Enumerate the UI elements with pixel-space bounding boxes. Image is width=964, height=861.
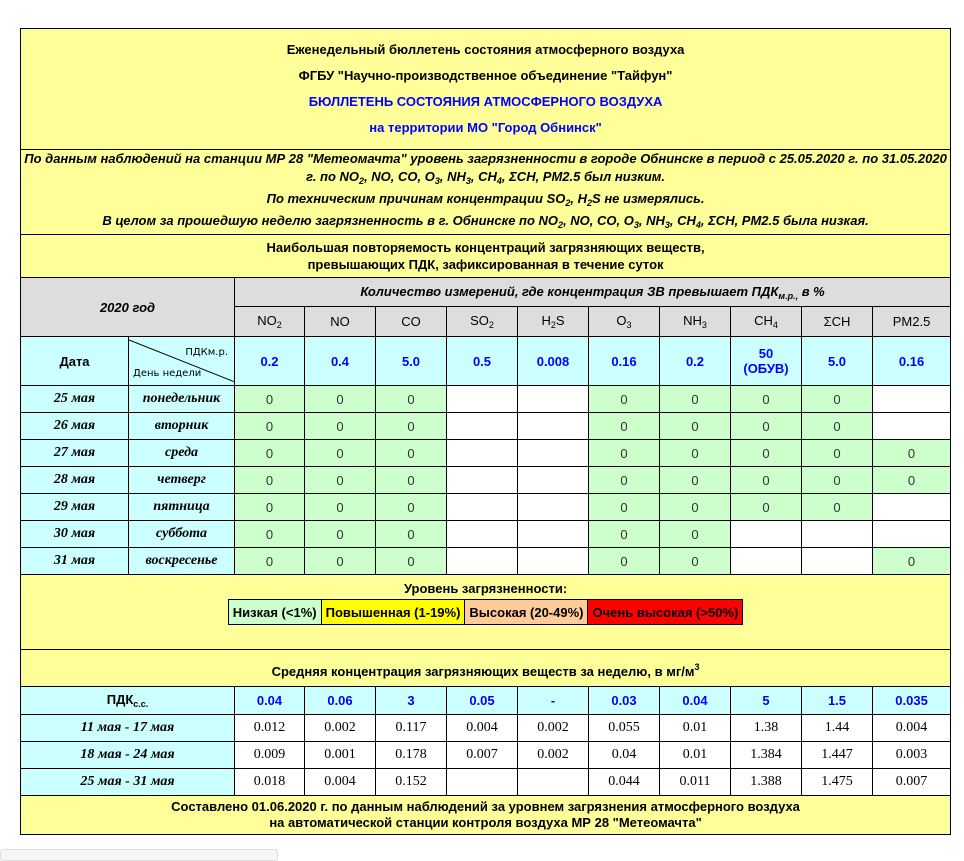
weekly-value-cell: 0.012 [235, 715, 305, 742]
legend-item: Низкая (<1%) [228, 600, 321, 625]
pdk-mr-label: ПДКм.р. [185, 347, 228, 358]
pdk-mr-value [660, 337, 731, 386]
weekday-label: День недели [133, 368, 202, 379]
pollutant-base: CO [401, 314, 421, 329]
weekly-period: 25 мая - 31 мая [21, 769, 235, 796]
daily-value-cell: 0 [731, 386, 802, 413]
legend-item: Высокая (20-49%) [465, 600, 588, 625]
pdk-mr-number: 0.2 [685, 353, 705, 369]
daily-value-cell: 0 [376, 548, 447, 575]
daily-value-cell [518, 521, 589, 548]
daily-row [21, 467, 951, 494]
daily-value-cell [518, 440, 589, 467]
pdk-mr-value [447, 337, 518, 386]
weekly-period: 11 мая - 17 мая [21, 715, 235, 742]
row-weekday: суббота [129, 521, 235, 548]
daily-value-cell [518, 548, 589, 575]
weekly-value-cell: 0.009 [235, 742, 305, 769]
weekly-value-cell: 1.388 [731, 769, 802, 796]
pdk-mr-number: 0.16 [898, 353, 925, 369]
daily-value-cell: 0 [731, 413, 802, 440]
summary-paragraph-1: По данным наблюдений на станции МР 28 "Метеомачта" уровень загрязненности в городе Обнинске в период с 25.05.2020 г. по 31.05.2020 г. по $NO_2$, NO, CO, $O_3$, $NH_3$, $CH_4$, ΣCH, PM2.5 был низким. [24, 151, 947, 186]
pdk-mr-number: 5.0 [827, 353, 847, 369]
pdk-ss-value: 5 [731, 687, 802, 715]
pdk-ss-value: 0.04 [235, 687, 305, 715]
daily-value-cell: 0 [802, 386, 873, 413]
weekly-value-cell: 1.38 [731, 715, 802, 742]
weekly-value-cell: 0.002 [305, 715, 376, 742]
daily-value-cell: 0 [376, 467, 447, 494]
summary-paragraph-3: В целом за прошедшую неделю загрязненность в г. Обнинске по $NO_2$, NO, CO, $O_3$, $NH_3$, $CH_4$, ΣCH, PM2.5 была низкая. [102, 213, 869, 230]
weekly-value-cell: 1.447 [802, 742, 873, 769]
daily-row [21, 440, 951, 467]
daily-value-cell [447, 440, 518, 467]
pollutant-tail: S [555, 313, 565, 328]
pollutant-base: PM2.5 [892, 314, 931, 329]
daily-row [21, 494, 951, 521]
pdk-ss-label: $ПДК_{с.с.}$ [21, 687, 235, 715]
legend-title: Уровень загрязненности: [403, 581, 568, 596]
daily-value-cell [518, 467, 589, 494]
pdk-mr-value [589, 337, 660, 386]
row-date: 26 мая [21, 413, 129, 440]
pdk-mr-value [802, 337, 873, 386]
pollutant-base: NH [683, 313, 702, 328]
summary-paragraph-2: По техническим причинам концентрации $SO_2$, $H_2S$ не измерялись. [266, 191, 705, 208]
pdk-mr-number: 5.0 [401, 353, 421, 369]
legend-item: Повышенная (1-19%) [321, 600, 465, 625]
pdk-mr-number: 0.16 [611, 353, 637, 369]
legend-block [21, 575, 951, 650]
row-date: 28 мая [21, 467, 129, 494]
daily-rows [21, 386, 951, 575]
pollutant-header [802, 307, 873, 337]
legend-table [228, 599, 744, 625]
row-weekday: воскресенье [129, 548, 235, 575]
weekly-value-cell: 0.04 [589, 742, 660, 769]
weekly-value-cell [518, 769, 589, 796]
pollutant-base: SO [470, 313, 489, 328]
pdk-mr-number: 0.4 [330, 353, 350, 369]
pollutant-header [589, 307, 660, 337]
pdk-ss-value: - [518, 687, 589, 715]
daily-row [21, 521, 951, 548]
horizontal-scrollbar[interactable] [0, 849, 278, 861]
daily-value-cell: 0 [660, 548, 731, 575]
weekly-value-cell: 0.004 [873, 715, 951, 742]
daily-value-cell: 0 [589, 413, 660, 440]
pdk-mr-value [731, 337, 802, 386]
pollutant-header [660, 307, 731, 337]
daily-value-cell: 0 [802, 413, 873, 440]
daily-value-cell: 0 [660, 386, 731, 413]
pdk-mr-value [518, 337, 589, 386]
pdk-mr-value [376, 337, 447, 386]
daily-value-cell [447, 413, 518, 440]
frequency-title-line-1: Наибольшая повторяемость концентраций загрязняющих веществ, [266, 240, 705, 255]
daily-value-cell: 0 [731, 440, 802, 467]
daily-value-cell: 0 [235, 494, 305, 521]
daily-value-cell: 0 [660, 413, 731, 440]
daily-value-cell: 0 [235, 386, 305, 413]
frequency-title-line-2: превышающих ПДК, зафиксированная в течение суток [307, 257, 664, 272]
pdk-mr-value [305, 337, 376, 386]
weekly-row [21, 769, 951, 796]
daily-row [21, 413, 951, 440]
daily-value-cell: 0 [660, 521, 731, 548]
daily-value-cell [873, 386, 951, 413]
daily-value-cell: 0 [873, 440, 951, 467]
header-title: Еженедельный бюллетень состояния атмосферного воздуха [286, 42, 685, 57]
daily-value-cell: 0 [802, 494, 873, 521]
daily-value-cell: 0 [376, 521, 447, 548]
daily-value-cell: 0 [589, 494, 660, 521]
daily-value-cell: 0 [589, 548, 660, 575]
weekly-value-cell: 0.011 [660, 769, 731, 796]
weekly-value-cell: 0.01 [660, 742, 731, 769]
daily-value-cell: 0 [589, 440, 660, 467]
footer [21, 796, 951, 835]
pdk-mr-number: 0.5 [472, 353, 492, 369]
daily-value-cell: 0 [235, 521, 305, 548]
daily-value-cell: 0 [873, 548, 951, 575]
measure-label: Количество измерений, где концентрация ЗВ превышает $ПДК_{м.р.,}$ в % [235, 278, 951, 307]
pollutant-subscript: 2 [550, 320, 556, 330]
daily-value-cell: 0 [376, 440, 447, 467]
daily-value-cell [447, 521, 518, 548]
pollutant-header [731, 307, 802, 337]
pdk-mr-value [235, 337, 305, 386]
pollutant-header [305, 307, 376, 337]
daily-value-cell: 0 [305, 467, 376, 494]
daily-value-cell: 0 [376, 494, 447, 521]
daily-row [21, 386, 951, 413]
daily-value-cell: 0 [235, 413, 305, 440]
row-date: 29 мая [21, 494, 129, 521]
daily-value-cell [518, 494, 589, 521]
weekly-value-cell: 0.001 [305, 742, 376, 769]
pdk-ss-value: 0.035 [873, 687, 951, 715]
pollutant-base: CH [754, 313, 773, 328]
pollutant-header [873, 307, 951, 337]
weekly-rows [21, 715, 951, 796]
daily-value-cell: 0 [589, 467, 660, 494]
weekly-value-cell: 0.002 [518, 742, 589, 769]
row-weekday: среда [129, 440, 235, 467]
weekly-value-cell: 0.055 [589, 715, 660, 742]
weekly-value-cell: 0.004 [447, 715, 518, 742]
daily-value-cell: 0 [660, 440, 731, 467]
footer-line-1: Составлено 01.06.2020 г. по данным наблюдений за уровнем загрязнения атмосферного воздуха [171, 799, 800, 814]
row-date: 31 мая [21, 548, 129, 575]
daily-value-cell: 0 [376, 413, 447, 440]
bulletin-table [20, 28, 951, 835]
pollutant-base: NO [330, 314, 350, 329]
pollutant-subscript: 3 [626, 320, 632, 330]
daily-value-cell: 0 [873, 467, 951, 494]
daily-value-cell: 0 [235, 548, 305, 575]
daily-value-cell: 0 [802, 467, 873, 494]
pollutant-subscript: 2 [276, 320, 282, 330]
pollutant-base: NO [257, 313, 277, 328]
daily-value-cell [731, 521, 802, 548]
daily-value-cell: 0 [589, 521, 660, 548]
pdk-mr-value [873, 337, 951, 386]
row-weekday: пятница [129, 494, 235, 521]
pdk-ss-value: 0.06 [305, 687, 376, 715]
daily-value-cell [802, 521, 873, 548]
daily-value-cell: 0 [305, 494, 376, 521]
daily-value-cell [802, 548, 873, 575]
daily-value-cell: 0 [660, 494, 731, 521]
weekly-value-cell: 0.117 [376, 715, 447, 742]
summary-block [21, 150, 951, 235]
weekly-row [21, 715, 951, 742]
weekly-value-cell: 0.018 [235, 769, 305, 796]
daily-value-cell [731, 548, 802, 575]
daily-value-cell: 0 [305, 440, 376, 467]
pdk-mr-number: 0.2 [260, 353, 279, 369]
daily-value-cell [873, 521, 951, 548]
daily-value-cell: 0 [235, 467, 305, 494]
daily-value-cell: 0 [305, 548, 376, 575]
pollutant-base: ΣCH [823, 314, 851, 329]
weekly-value-cell [447, 769, 518, 796]
header-bulletin-title: БЮЛЛЕТЕНЬ СОСТОЯНИЯ АТМОСФЕРНОГО ВОЗДУХА [308, 94, 663, 109]
weekly-period: 18 мая - 24 мая [21, 742, 235, 769]
weekly-value-cell: 0.004 [305, 769, 376, 796]
pdk-ss-value: 0.03 [589, 687, 660, 715]
pdk-mr-row [21, 337, 951, 386]
pdk-mr-number: 50 [758, 346, 774, 361]
daily-row [21, 548, 951, 575]
daily-value-cell: 0 [802, 440, 873, 467]
daily-value-cell [447, 386, 518, 413]
weekly-value-cell: 0.178 [376, 742, 447, 769]
pollutant-subscript: 4 [772, 320, 778, 330]
daily-value-cell: 0 [731, 494, 802, 521]
daily-value-cell [873, 413, 951, 440]
daily-value-cell: 0 [660, 467, 731, 494]
row-date: 25 мая [21, 386, 129, 413]
daily-value-cell [873, 494, 951, 521]
pollutant-header [518, 307, 589, 337]
daily-value-cell: 0 [731, 467, 802, 494]
daily-value-cell: 0 [235, 440, 305, 467]
daily-value-cell: 0 [305, 521, 376, 548]
daily-value-cell [447, 467, 518, 494]
weekly-value-cell: 1.384 [731, 742, 802, 769]
row-weekday: четверг [129, 467, 235, 494]
daily-value-cell: 0 [376, 386, 447, 413]
pollutant-base: H [541, 313, 551, 328]
weekly-value-cell: 0.007 [447, 742, 518, 769]
weekly-title: Средняя концентрация загрязняющих веществ за неделю, в $мг/м^3$ [21, 650, 951, 687]
weekly-value-cell: 0.002 [518, 715, 589, 742]
pdk-ss-value: 0.05 [447, 687, 518, 715]
weekly-value-cell: 0.044 [589, 769, 660, 796]
row-date: 30 мая [21, 521, 129, 548]
daily-value-cell: 0 [305, 386, 376, 413]
weekly-value-cell: 1.44 [802, 715, 873, 742]
frequency-title [21, 235, 951, 278]
daily-value-cell [447, 494, 518, 521]
pollutant-header [235, 307, 305, 337]
pdk-ss-value: 1.5 [802, 687, 873, 715]
weekly-value-cell: 1.475 [802, 769, 873, 796]
weekly-value-cell: 0.152 [376, 769, 447, 796]
weekly-value-cell: 0.01 [660, 715, 731, 742]
pdk-mr-number: 0.008 [536, 353, 570, 369]
pollutant-header [447, 307, 518, 337]
diagonal-header-cell [129, 337, 235, 386]
daily-value-cell [447, 548, 518, 575]
pdk-ss-row [21, 687, 951, 715]
date-column-header: Дата [21, 337, 129, 386]
pollutant-subscript: 3 [701, 320, 707, 330]
bulletin-header [21, 29, 951, 150]
daily-value-cell [518, 413, 589, 440]
pdk-ss-value: 3 [376, 687, 447, 715]
row-weekday: понедельник [129, 386, 235, 413]
daily-value-cell: 0 [589, 386, 660, 413]
header-territory: на территории МО "Город Обнинск" [369, 120, 602, 135]
weekly-value-cell: 0.003 [873, 742, 951, 769]
pollutant-base: O [616, 313, 627, 328]
weekly-row [21, 742, 951, 769]
year-label: 2020 год [21, 278, 235, 337]
pdk-ss-value: 0.04 [660, 687, 731, 715]
row-date: 27 мая [21, 440, 129, 467]
pollutant-header [376, 307, 447, 337]
daily-value-cell [518, 386, 589, 413]
row-weekday: вторник [129, 413, 235, 440]
legend-item: Очень высокая (>50%) [588, 600, 743, 625]
weekly-value-cell: 0.007 [873, 769, 951, 796]
daily-value-cell: 0 [305, 413, 376, 440]
pollutant-subscript: 2 [488, 320, 494, 330]
pdk-ch4-note: (ОБУВ) [743, 361, 789, 376]
footer-line-2: на автоматической станции контроля воздуха МР 28 "Метеомачта" [269, 815, 702, 830]
header-organization: ФГБУ "Научно-производственное объединение "Тайфун" [298, 68, 673, 83]
